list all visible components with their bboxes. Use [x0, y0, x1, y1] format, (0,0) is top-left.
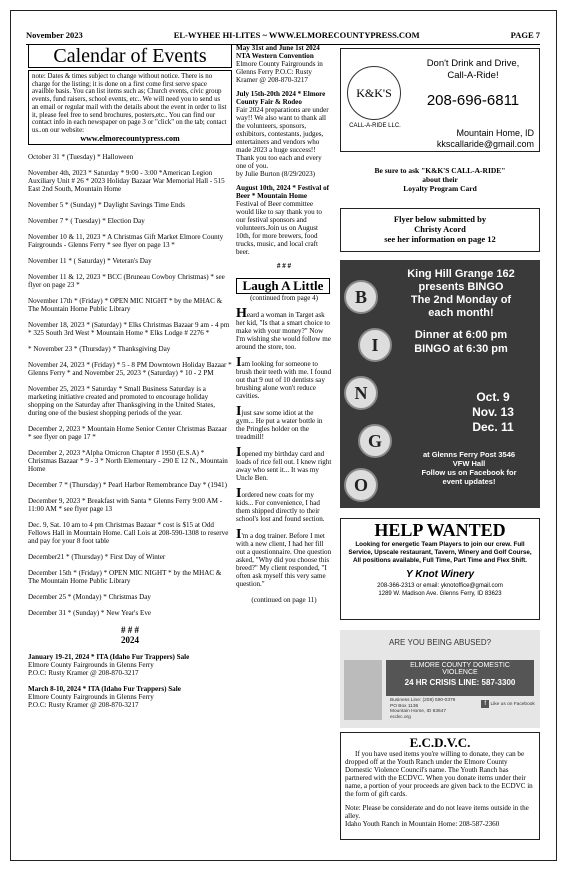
page-header	[26, 30, 540, 44]
abuse-website[interactable]: ecdvc.org	[390, 714, 411, 720]
event-item: October 31 * (Tuesday) * Halloween	[28, 153, 134, 162]
event-item: December 7 * (Thursday) * Pearl Harbor Remembrance Day * (1941)	[28, 481, 227, 490]
ecdvc-title: E.C.D.V.C.	[409, 735, 471, 750]
kk-slogan-line2: Call-A-Ride!	[447, 70, 499, 81]
calendar-title: Calendar of Events	[28, 44, 232, 68]
bingo-location-line4: event updates!	[442, 477, 496, 486]
kk-slogan-line1: Don't Drink and Drive,	[426, 58, 520, 69]
abuse-business-line: Business Line: (208) 590-0379	[390, 698, 456, 703]
joke-dropcap: I	[236, 404, 242, 419]
event-detail: P.O.C: Rusty Kramer @ 208-870-3217	[28, 669, 139, 678]
ecdvc-note: Note: Please be considerate and do not leave items outside in the alley.	[345, 804, 529, 820]
joke-item	[236, 306, 332, 351]
photo-hands-image	[344, 660, 382, 720]
flyer-credit-name: Christy Acord	[414, 224, 466, 234]
winery-contact: 208-366-2313 or email: yknotoffice@gmail.com	[377, 583, 503, 589]
event-item: November 4th, 2023 * Saturday * 9:00 - 3:00 *American Legion Auxiliary Unit # 26 * 2023 Holiday Bazaar War Memorial Hall - 515 East 2nd South, Mountain Home	[28, 169, 225, 194]
page-number: PAGE 7	[510, 30, 540, 40]
bingo-location-line1: at Glenns Ferry Post 3546	[422, 450, 516, 459]
bingo-ball-n: N	[344, 376, 378, 410]
bingo-ball-o: O	[344, 468, 378, 502]
event-title: July 15th-20th 2024 * Elmore County Fair & Rodeo	[236, 90, 326, 106]
bingo-ball-b: B	[344, 280, 378, 314]
help-wanted-body: Looking for energetic Team Players to join our crew. Full Service, Upscale restaurant, Tavern, Winery and Golf Course, All positions available, Full Time, Part Time and Flex Shift.	[348, 541, 532, 564]
bingo-line2: presents BINGO	[418, 281, 504, 293]
event-detail: P.O.C: Rusty Kramer @ 208-870-3217	[28, 701, 139, 710]
winery-address: 1289 W. Madison Ave. Glenns Ferry, ID 83623	[378, 591, 502, 597]
event-item: November 17th * (Friday) * OPEN MIC NIGHT * by the MHAC & The Mountain Home Public Library	[28, 297, 223, 314]
event-list	[28, 153, 232, 617]
joke-item	[236, 527, 332, 588]
event-item: * November 23 * (Thursday) * Thanksgiving Day	[28, 345, 171, 354]
joke-dropcap: H	[236, 306, 247, 321]
event-item: December 31 * (Sunday) * New Year's Eve	[28, 609, 152, 618]
calendar-note-text: note: Dates & times subject to change without notice. There is no charge for the listing; it is done on a first come first serve space availble basis. You can list items such as; Church events, civic group events, fund raisers, school events, etc.. We will need you to send us an email or regular mail with the details about the event in order to list it, please feel free to send brochures, posters,etc.. You can find our contact info in each newspaper on page 3 or "click" on the tab; contact us..on our website:	[32, 73, 227, 134]
joke-dropcap: I	[236, 355, 242, 370]
website-link[interactable]: www.elmorecountypress.com	[80, 133, 180, 143]
event-item: Dec. 9, Sat. 10 am to 4 pm Christmas Bazaar * cost is $15 at Odd Fellows Hall in Mountain Home. Call Lois at 208-590-1308 to reserve and pay for your 8 foot table	[28, 521, 229, 546]
kk-logo: K&K'S	[347, 66, 401, 120]
event-item: November 11 * ( Saturday) * Veteran's Day	[28, 257, 152, 266]
year-heading: 2024	[121, 635, 139, 646]
bingo-location-line3: Follow us on Facebook for	[421, 468, 517, 477]
event-item: December 25 * (Monday) * Christmas Day	[28, 593, 151, 602]
kk-contact	[400, 128, 534, 150]
abuse-band	[386, 660, 534, 696]
joke-dropcap: I	[236, 527, 242, 542]
winery-name: Y Knot Winery	[405, 569, 475, 580]
event-item: November 25, 2023 * Saturday * Small Business Saturday is a marketing initiative created and promoted to encourage holiday shopping on the Saturday after Thanksgiving in the United States, during one of the busiest shopping periods of the year.	[28, 385, 216, 418]
joke-text: 'm a dog trainer. Before I met with a new client, I had her fill out a questionnaire. One question asked, "Why did you choose this breed?" My client responded, "I often ask myself this very same question."	[236, 532, 332, 588]
kk-loyalty	[340, 166, 540, 193]
bingo-flyer	[340, 260, 540, 508]
event-item: November 18, 2023 * (Saturday) * Elks Christmas Bazaar 9 am - 4 pm * 325 South 3rd West * Mountain Home * Elks Lodge # 2276 *	[28, 321, 230, 338]
event-item: November 5 * (Sunday) * Daylight Savings Time Ends	[28, 201, 185, 210]
joke-text: ordered new coats for my kids... For convenience, I had them shipped directly to their school's lost and found section.	[236, 491, 325, 523]
bingo-line1: King Hill Grange 162	[407, 268, 515, 280]
flyer-credit-line1: Flyer below submitted by	[393, 214, 487, 224]
flyer-credit-line3: see her information on page 12	[384, 234, 496, 244]
joke-text: am looking for someone to brush their teeth with me. I found out that 9 out of 10 dentists say brushing alone won't reduce cavities.	[236, 360, 332, 400]
abuse-question: ARE YOU BEING ABUSED?	[388, 638, 492, 647]
kk-phone: 208-696-6811	[426, 92, 520, 109]
abuse-contact	[390, 698, 470, 720]
abuse-city: Mountain Home, ID 83647	[390, 709, 446, 715]
event-item: November 7 * ( Tuesday) * Election Day	[28, 217, 145, 226]
bingo-date: Nov. 13	[472, 405, 514, 419]
event-byline: by Julie Burton (8/29/2023)	[236, 170, 316, 178]
bingo-location	[400, 450, 538, 486]
event-item: December 2, 2023 *Alpha Omicron Chapter # 1950 (E.S.A) * Christmas Bazaar * 9 - 3 * North Elementary - 290 E 12 N., Mountain Home	[28, 449, 228, 474]
joke-item	[236, 404, 332, 441]
event-item-2024	[28, 685, 232, 709]
divider: # # #	[276, 262, 292, 270]
event-detail: Elmore County Fairgrounds in Glenns Ferry	[28, 661, 154, 670]
event-item: December 9, 2023 * Breakfast with Santa * Glenns Ferry 9:00 AM - 11:00 AM * see flyer page 13	[28, 497, 223, 514]
bingo-ball-g: G	[358, 424, 392, 458]
event-title: May 31st and June 1st 2024 NTA Western Convention	[236, 44, 320, 60]
joke-item	[236, 486, 332, 523]
event-item: November 10 & 11, 2023 * A Christmas Gift Market Elmore County Fairgrounds - Glenns Ferry * see flyer on page 13 *	[28, 233, 224, 250]
bingo-date: Dec. 11	[472, 420, 514, 434]
event-title: January 19-21, 2024 * ITA (Idaho Fur Trappers) Sale	[28, 653, 190, 662]
event-list-2024	[28, 653, 232, 709]
bingo-date: Oct. 9	[476, 390, 510, 404]
event-body: Fair 2024 preparations are under way!! We also want to thank all the volunteers, sponsors, exhibitors, contestants, judges, entertainers and vendors who made 2023 a huge success!! Thank you too each and every one of you.	[236, 106, 329, 170]
bingo-times	[384, 328, 538, 356]
event-title: August 10th, 2024 * Festival of Beer * Mountain Home	[236, 184, 330, 200]
joke-list	[236, 306, 332, 588]
joke-item	[236, 355, 332, 400]
event-item: November 11 & 12, 2023 * BCC (Bruneau Cowboy Christmas) * see flyer on page 23 *	[28, 273, 225, 290]
events-continued-column	[236, 44, 332, 604]
joke-item	[236, 445, 332, 482]
calendar-column	[28, 44, 232, 709]
bingo-headline	[384, 268, 538, 320]
facebook-icon: f	[481, 700, 489, 708]
bingo-dates	[450, 390, 536, 435]
event-item-2024	[28, 653, 232, 677]
kk-loyalty-line3: Loyalty Program Card	[403, 184, 477, 193]
abuse-org-line1: ELMORE COUNTY DOMESTIC	[410, 662, 510, 669]
facebook-link[interactable]	[480, 700, 536, 708]
ecdvc-contact: Idaho Youth Ranch in Mountain Home: 208-587-2360	[345, 820, 500, 828]
event-body: Elmore County Fairgrounds in Glenns Ferry P.O.C: Rusty Kramer @ 208-870-3217	[236, 60, 323, 84]
kk-loyalty-line1: Be sure to ask "K&K'S CALL-A-RIDE"	[374, 166, 506, 175]
flyer-credit	[340, 208, 540, 252]
kk-slogan	[408, 58, 538, 82]
divider: # # #	[121, 625, 139, 636]
event-detail: Elmore County Fairgrounds in Glenns Ferry	[28, 693, 154, 702]
joke-text: just saw some idiot at the gym... He put a water bottle in the Pringles holder on the treadmill!	[236, 409, 323, 441]
laugh-title: Laugh A Little	[236, 278, 330, 294]
event-body: Festival of Beer committee would like to say thank you to our festival sponsors and volunteers.Join us on August 10th, for more brewers, food trucks, music, and local craft beer.	[236, 200, 322, 256]
ecdvc-notice	[340, 732, 540, 840]
bingo-location-line2: VFW Hall	[452, 459, 486, 468]
laugh-subtitle: (continued from page 4)	[250, 294, 318, 302]
issue-date: November 2023	[26, 30, 83, 40]
crisis-line: 24 HR CRISIS LINE: 587-3300	[404, 678, 516, 687]
abuse-org-line2: VIOLENCE	[442, 669, 478, 676]
event-item: December21 * (Thursday) * First Day of Winter	[28, 553, 166, 562]
calendar-note	[28, 70, 232, 145]
bingo-line3: The 2nd Monday of	[410, 294, 512, 306]
bingo-line4: each month!	[428, 307, 494, 319]
event-item: December 15th * (Friday) * OPEN MIC NIGHT * by the MHAC & The Mountain Home Public Library	[28, 569, 222, 586]
help-wanted-title: HELP WANTED	[374, 520, 506, 540]
event-title: March 8-10, 2024 * ITA (Idaho Fur Trappers) Sale	[28, 685, 181, 694]
kk-loyalty-line2: about their	[422, 175, 458, 184]
continued-note: (continued on page 11)	[251, 596, 317, 604]
event-item: November 24, 2023 * (Friday) * 5 - 8 PM Downtown Holiday Bazaar * Glenns Ferry * and November 25, 2023 * (Saturday) * 10 - 2 PM	[28, 361, 232, 378]
joke-dropcap: I	[236, 445, 242, 460]
joke-text: eard a woman in Target ask her kid, "Is that a smart choice to make with your money?" Now I'm wishing she would follow me around the store, too.	[236, 311, 331, 351]
bingo-start-time: BINGO at 6:30 pm	[414, 343, 508, 355]
kk-logo-sub: CALL-A-RIDE LLC.	[349, 123, 401, 129]
help-wanted-ad	[340, 518, 540, 620]
joke-text: opened my birthday card and loads of rice fell out. I knew right away who sent it... It was my Uncle Ben.	[236, 450, 332, 482]
event-item: December 2, 2023 * Mountain Home Senior Center Christmas Bazaar * see flyer on page 17 *	[28, 425, 227, 442]
kk-city: Mountain Home, ID	[456, 128, 534, 138]
bingo-dinner-time: Dinner at 6:00 pm	[414, 329, 508, 341]
abuse-ad	[340, 630, 540, 728]
joke-dropcap: I	[236, 486, 242, 501]
bingo-ball-i: I	[358, 328, 392, 362]
kk-email[interactable]: kkscallaride@gmail.com	[436, 139, 534, 149]
ecdvc-body: If you have used items you're willing to donate, they can be dropped off at the Youth Ranch under the Elmore County Domestic Violence Council's name. The Youth Ranch has partnered with the ECDVC. When you donate items under their name, a portion of your proceeds are given back to the ECDVC in the form of gift cards.	[345, 750, 533, 798]
facebook-label: Like us on Facebook	[490, 702, 535, 707]
publication-title: EL-WYHEE HI-LITES ~ WWW.ELMORECOUNTYPRESS.COM	[173, 30, 420, 40]
abuse-po-box: PO Box 1136	[390, 703, 419, 709]
